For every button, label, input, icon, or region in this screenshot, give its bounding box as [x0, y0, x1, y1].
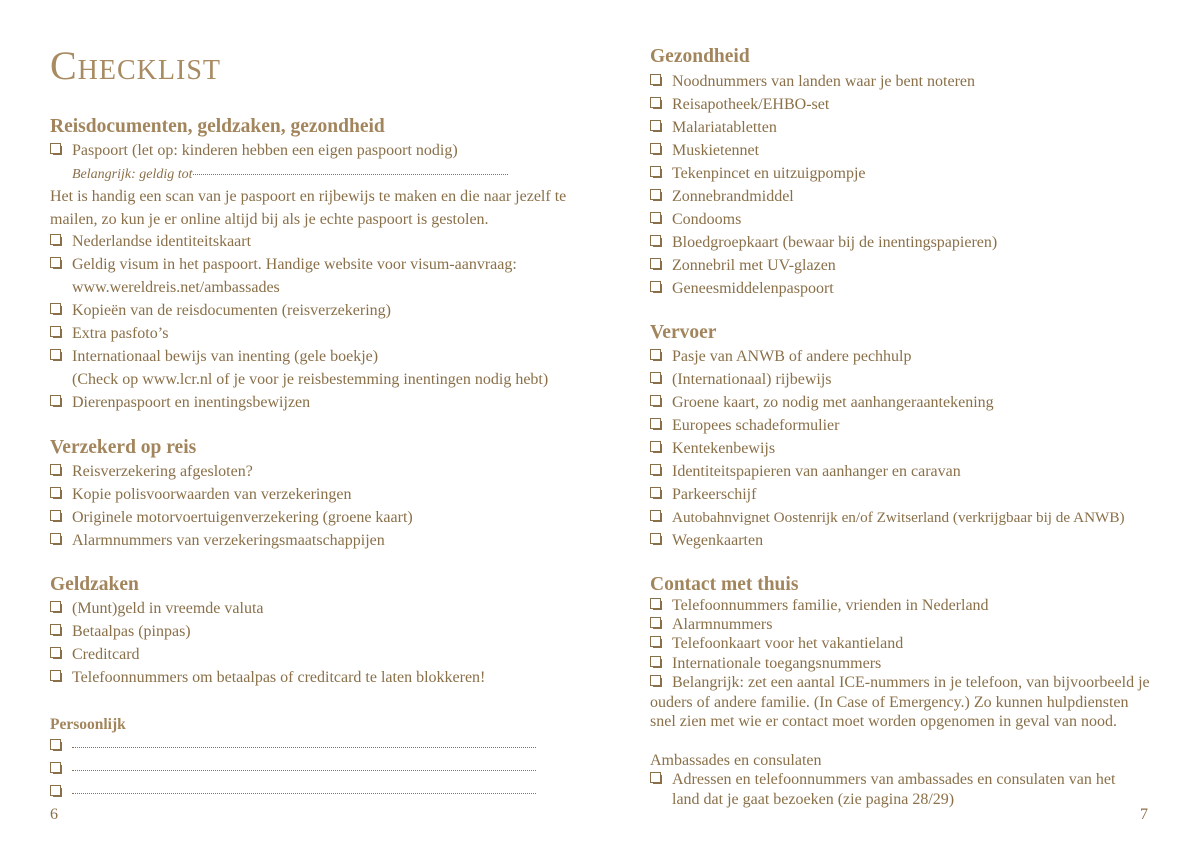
- checklist-item[interactable]: Kopieën van de reisdocumenten (reisverzekering): [50, 299, 560, 322]
- checkbox-icon[interactable]: [650, 166, 663, 179]
- checklist-item[interactable]: Groene kaart, zo nodig met aanhangeraantekening: [650, 391, 1170, 414]
- checklist-item[interactable]: Alarmnummers: [650, 615, 1170, 635]
- checklist-item[interactable]: Zonnebril met UV-glazen: [650, 254, 1170, 277]
- fill-in-line[interactable]: [193, 174, 508, 175]
- checklist-item[interactable]: Kopie polisvoorwaarden van verzekeringen: [50, 483, 560, 506]
- checklist-item[interactable]: Internationaal bewijs van inenting (gele boekje): [50, 345, 560, 368]
- checklist-item[interactable]: Muskietennet: [650, 139, 1170, 162]
- checkbox-icon[interactable]: [50, 601, 63, 614]
- checkbox-icon[interactable]: [650, 656, 663, 669]
- left-page: Checklist Reisdocumenten, geldzaken, gezondheid Paspoort (let op: kinderen hebben een eigen paspoort nodig) Belangrijk: geldig tot Het is handig een scan van je paspoort en rijbewijs te maken en die naar jezelf te mailen, zo kun je er online altijd bij als je echte paspoort is gestolen. Nederlandse identiteitskaart Geldig visum in het paspoort. Handige website voor visum-aanvraag: www.wereldreis.net/ambassades Kopieën van de reisdocumenten (reisverzekering) Extra pasfoto’s Internationaal bewijs van inenting (gele boekje) (Check op www.lcr.nl of je voor je reisbestemming inentingen nodig hebt) Dierenpaspoort en inentingsbewijzen Verzekerd op reis Reisverzekering afgesloten? Kopie polisvoorwaarden van verzekeringen Originele motorvoertuigenverzekering (groene kaart) Alarmnummers van verzekeringsmaatschappijen Geldzaken (Munt)geld in vreemde valuta Betaalpas (pinpas) Creditcard Telefoonnummers om betaalpas of creditcard te laten blokkeren! Persoonlijk 6: [50, 0, 560, 850]
- checklist-item[interactable]: (Internationaal) rijbewijs: [650, 368, 1170, 391]
- checklist-item[interactable]: Reisverzekering afgesloten?: [50, 460, 560, 483]
- checkbox-icon[interactable]: [50, 143, 63, 156]
- checklist-item[interactable]: (Munt)geld in vreemde valuta: [50, 597, 560, 620]
- checklist-item[interactable]: Identiteitspapieren van aanhanger en caravan: [650, 460, 1170, 483]
- checkbox-icon[interactable]: [50, 624, 63, 637]
- checklist-item[interactable]: Autobahnvignet Oostenrijk en/of Zwitserland (verkrijgbaar bij de ANWB): [650, 506, 1170, 529]
- checkbox-icon[interactable]: [50, 464, 63, 477]
- embassy-heading: Ambassades en consulaten: [650, 752, 822, 769]
- checkbox-icon[interactable]: [650, 464, 663, 477]
- checklist-item[interactable]: Zonnebrandmiddel: [650, 185, 1170, 208]
- checklist-item[interactable]: Alarmnummers van verzekeringsmaatschappijen: [50, 529, 560, 552]
- right-page: Gezondheid Noodnummers van landen waar je bent noteren Reisapotheek/EHBO-set Malariatabletten Muskietennet Tekenpincet en uitzuigpompje Zonnebrandmiddel Condooms Bloedgroepkaart (bewaar bij de inentingspapieren) Zonnebril met UV-glazen Geneesmiddelenpaspoort Vervoer Pasje van ANWB of andere pechhulp (Internationaal) rijbewijs Groene kaart, zo nodig met aanhangeraantekening Europees schadeformulier Kentekenbewijs Identiteitspapieren van aanhanger en caravan Parkeerschijf Autobahnvignet Oostenrijk en/of Zwitserland (verkrijgbaar bij de ANWB) Wegenkaarten Contact met thuis Telefoonnummers familie, vrienden in Nederland Alarmnummers Telefoonkaart voor het vakantieland Internationale toegangsnummers Belangrijk: zet een aantal ICE-nummers in je telefoon, van bijvoorbeeld je ouders of andere familie. (In Case of Emergency.) Zo kunnen hulpdiensten snel zien met wie er contact moet worden opgenomen in geval van nood. Ambassades en consulaten Adressen en telefoonnummers van ambassades en consulaten van het land dat je gaat bezoeken (zie pagina 28/29) 7: [650, 0, 1170, 850]
- checkbox-icon[interactable]: [50, 533, 63, 546]
- fill-in-line[interactable]: [72, 793, 536, 794]
- checkbox-icon[interactable]: [650, 636, 663, 649]
- section-heading-transport: Vervoer: [650, 322, 717, 343]
- checkbox-icon[interactable]: [650, 212, 663, 225]
- fill-in-line[interactable]: [72, 770, 536, 771]
- checklist-item[interactable]: Condooms: [650, 208, 1170, 231]
- checklist-item-passport[interactable]: Paspoort (let op: kinderen hebben een eigen paspoort nodig): [50, 139, 560, 162]
- checkbox-icon[interactable]: [650, 97, 663, 110]
- checkbox-icon[interactable]: [650, 143, 663, 156]
- checklist-item[interactable]: Tekenpincet en uitzuigpompje: [650, 162, 1170, 185]
- checkbox-icon[interactable]: [650, 349, 663, 362]
- checkbox-icon[interactable]: [50, 487, 63, 500]
- checkbox-icon[interactable]: [50, 739, 63, 752]
- checkbox-icon[interactable]: [650, 441, 663, 454]
- checklist-item[interactable]: Europees schadeformulier: [650, 414, 1170, 437]
- checklist-item[interactable]: Telefoonkaart voor het vakantieland: [650, 634, 1170, 654]
- checklist-item[interactable]: Geneesmiddelenpaspoort: [650, 277, 1170, 300]
- checklist-item[interactable]: Internationale toegangsnummers: [650, 654, 1170, 674]
- checklist-item-ice-numbers[interactable]: Belangrijk: zet een aantal ICE-nummers in je telefoon, van bijvoorbeeld je: [650, 673, 1170, 693]
- checkbox-icon[interactable]: [50, 395, 63, 408]
- checkbox-icon[interactable]: [650, 235, 663, 248]
- checkbox-icon[interactable]: [650, 675, 663, 688]
- checkbox-icon[interactable]: [50, 234, 63, 247]
- checkbox-icon[interactable]: [650, 772, 663, 785]
- personal-blank-item[interactable]: [50, 758, 560, 781]
- section-heading-travel-documents: Reisdocumenten, geldzaken, gezondheid: [50, 116, 385, 137]
- section-heading-insurance: Verzekerd op reis: [50, 437, 197, 458]
- checkbox-icon[interactable]: [650, 598, 663, 611]
- checkbox-icon[interactable]: [50, 647, 63, 660]
- page-number-left: 6: [50, 806, 58, 823]
- checklist-item[interactable]: Nederlandse identiteitskaart: [50, 230, 560, 253]
- section-heading-personal: Persoonlijk: [50, 716, 126, 733]
- fill-in-line[interactable]: [72, 747, 536, 748]
- section-heading-contact-home: Contact met thuis: [650, 574, 799, 595]
- section-heading-health: Gezondheid: [650, 46, 750, 67]
- checkbox-icon[interactable]: [650, 120, 663, 133]
- checklist-item[interactable]: Wegenkaarten: [650, 529, 1170, 552]
- checklist-item-embassies[interactable]: Adressen en telefoonnummers van ambassades en consulaten van het: [650, 770, 1170, 790]
- checkbox-icon[interactable]: [50, 303, 63, 316]
- checklist-item[interactable]: Malariatabletten: [650, 116, 1170, 139]
- checklist-item[interactable]: Creditcard: [50, 643, 560, 666]
- checkbox-icon[interactable]: [50, 510, 63, 523]
- personal-blank-item[interactable]: [50, 781, 560, 804]
- checkbox-icon[interactable]: [650, 258, 663, 271]
- checkbox-icon[interactable]: [650, 418, 663, 431]
- checkbox-icon[interactable]: [650, 617, 663, 630]
- page-title: Checklist: [50, 43, 222, 88]
- checkbox-icon[interactable]: [650, 372, 663, 385]
- checklist-item[interactable]: Noodnummers van landen waar je bent noteren: [650, 70, 1170, 93]
- checklist-item[interactable]: Geldig visum in het paspoort. Handige website voor visum-aanvraag:: [50, 253, 560, 276]
- checklist-item[interactable]: Reisapotheek/EHBO-set: [650, 93, 1170, 116]
- checkbox-icon[interactable]: [50, 762, 63, 775]
- page-number-right: 7: [1140, 806, 1148, 823]
- section-heading-finances: Geldzaken: [50, 574, 139, 595]
- ice-note-line: snel zien met wie er contact moet worden opgenomen in geval van nood.: [650, 713, 1117, 730]
- checkbox-icon[interactable]: [650, 74, 663, 87]
- scan-tip-paragraph: Het is handig een scan van je paspoort en rijbewijs te maken en die naar jezelf te mailen, zo kun je er online altijd bij als je echte paspoort is gestolen.: [50, 188, 567, 228]
- checklist-item[interactable]: Telefoonnummers om betaalpas of creditcard te laten blokkeren!: [50, 666, 560, 689]
- checkbox-icon[interactable]: [650, 281, 663, 294]
- checkbox-icon[interactable]: [650, 395, 663, 408]
- checklist-item[interactable]: Pasje van ANWB of andere pechhulp: [650, 345, 1170, 368]
- checklist-item[interactable]: Originele motorvoertuigenverzekering (groene kaart): [50, 506, 560, 529]
- checklist-item[interactable]: Bloedgroepkaart (bewaar bij de inentingspapieren): [650, 231, 1170, 254]
- checkbox-icon[interactable]: [50, 326, 63, 339]
- personal-blank-item[interactable]: [50, 735, 560, 758]
- checklist-item[interactable]: Kentekenbewijs: [650, 437, 1170, 460]
- ice-note-line: ouders of andere familie. (In Case of Emergency.) Zo kunnen hulpdiensten: [650, 694, 1129, 711]
- checklist-item[interactable]: Dierenpaspoort en inentingsbewijzen: [50, 391, 560, 414]
- checkbox-icon[interactable]: [650, 487, 663, 500]
- checkbox-icon[interactable]: [650, 510, 663, 523]
- checklist-item[interactable]: Extra pasfoto’s: [50, 322, 560, 345]
- checklist-item[interactable]: Parkeerschijf: [650, 483, 1170, 506]
- checkbox-icon[interactable]: [50, 349, 63, 362]
- checkbox-icon[interactable]: [50, 257, 63, 270]
- checklist-item[interactable]: Telefoonnummers familie, vrienden in Nederland: [650, 596, 1170, 616]
- checkbox-icon[interactable]: [650, 533, 663, 546]
- checkbox-icon[interactable]: [50, 785, 63, 798]
- checkbox-icon[interactable]: [50, 670, 63, 683]
- checkbox-icon[interactable]: [650, 189, 663, 202]
- checklist-item[interactable]: Betaalpas (pinpas): [50, 620, 560, 643]
